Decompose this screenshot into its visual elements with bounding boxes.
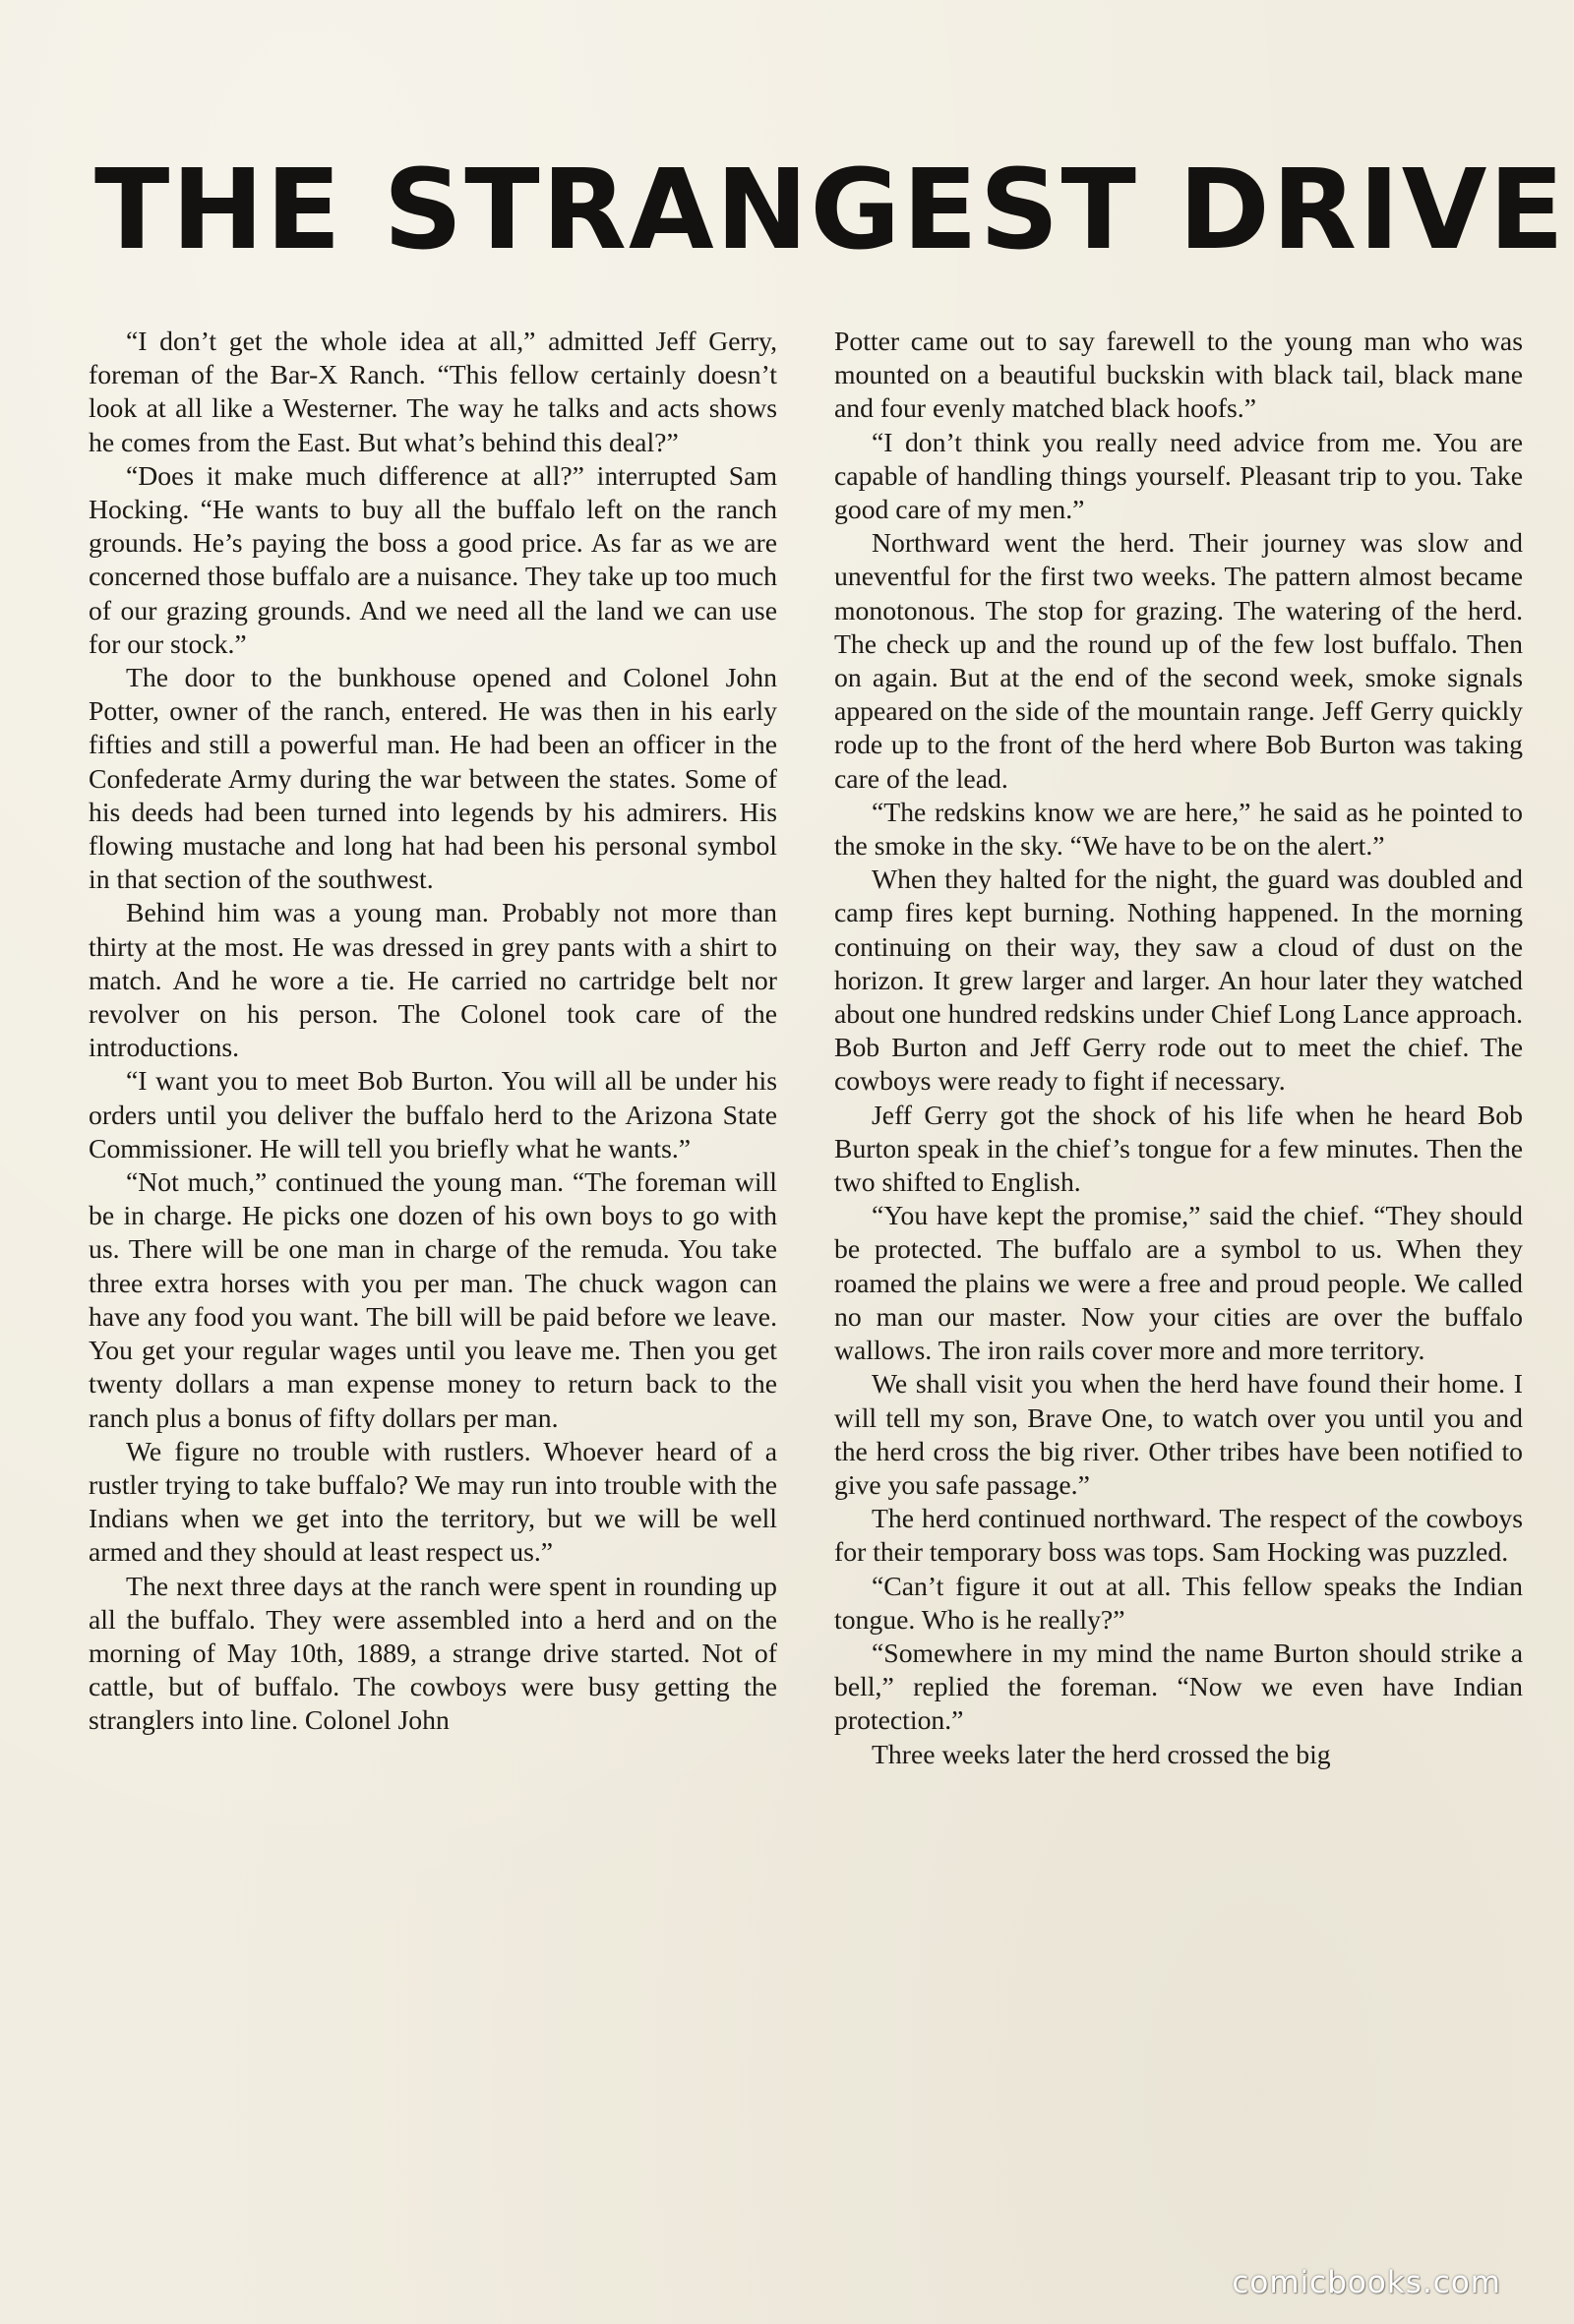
paragraph: The herd continued northward. The respect of the cowboys for their temporary boss was tops. Sam Hocking was puzzled. — [834, 1503, 1523, 1568]
paragraph: Jeff Gerry got the shock of his life when he heard Bob Burton speak in the chief’s tongue for a few minutes. Then the two shifted to English. — [834, 1099, 1523, 1198]
paragraph: Northward went the herd. Their journey was slow and uneventful for the first two weeks. The pattern almost became monotonous. The stop for grazing. The watering of the herd. The check up and the round up of the few lost buffalo. Then on again. But at the end of the second week, smoke signals appeared on the side of the mountain range. Jeff Gerry quickly rode up to the front of the herd where Bob Burton was taking care of the lead. — [834, 527, 1523, 794]
story-title: THE STRANGEST DRIVE — [94, 147, 1566, 274]
paragraph: We figure no trouble with rustlers. Whoever heard of a rustler trying to take buffalo? We may run into trouble with the Indians when we get into the territory, but we will be well armed and they should at least respect us.” — [89, 1435, 777, 1568]
paragraph: Three weeks later the herd crossed the big — [872, 1738, 1331, 1769]
paragraph: “Can’t figure it out at all. This fellow speaks the Indian tongue. Who is he really?” — [834, 1570, 1523, 1635]
paragraph: We shall visit you when the herd have found their home. I will tell my son, Brave One, to watch over you until you and the herd cross the big river. Other tribes have been notified to give you safe passage.” — [834, 1368, 1523, 1500]
text-column-right — [834, 325, 1523, 1771]
paragraph: “I don’t think you really need advice from me. You are capable of handling things yourself. Pleasant trip to you. Take good care of my men.” — [834, 426, 1523, 525]
paragraph: “Not much,” continued the young man. “The foreman will be in charge. He picks one dozen of his own boys to go with us. There will be one man in charge of the remuda. You take three extra horses with you per man. The chuck wagon can have any food you want. The bill will be paid before we leave. You get your regular wages until you leave me. Then you get twenty dollars a man expense money to return back to the ranch plus a bonus of fifty dollars per man. — [89, 1166, 777, 1433]
paragraph: “I don’t get the whole idea at all,” admitted Jeff Gerry, foreman of the Bar-X Ranch. “This fellow certainly doesn’t look at all like a Westerner. The way he talks and acts shows he comes from the East. But what’s behind this deal?” — [89, 326, 777, 457]
watermark: comicbooks.com — [1232, 2265, 1501, 2300]
paragraph: “You have kept the promise,” said the chief. “They should be protected. The buffalo are a symbol to us. When they roamed the plains we were a free and proud people. We called no man our master. Now your cities are over the buffalo wallows. The iron rails cover more and more territory. — [834, 1200, 1523, 1366]
paragraph: “I want you to meet Bob Burton. You will all be under his orders until you deliver the buffalo herd to the Arizona State Commissioner. He will tell you briefly what he wants.” — [89, 1065, 777, 1163]
paragraph: Behind him was a young man. Probably not more than thirty at the most. He was dressed in grey pants with a shirt to match. And he wore a tie. He carried no cartridge belt nor revolver on his person. The Colonel took care of the introductions. — [89, 897, 777, 1063]
paragraph: “Does it make much difference at all?” interrupted Sam Hocking. “He wants to buy all the buffalo left on the ranch grounds. He’s paying the boss a good price. As far as we are concerned those buffalo are a nuisance. They take up too much of our grazing grounds. And we need all the land we can use for our stock.” — [89, 459, 777, 659]
paragraph: The door to the bunkhouse opened and Colonel John Potter, owner of the ranch, entered. He was then in his early fifties and still a powerful man. He had been an officer in the Confederate Army during the war between the states. Some of his deeds had been turned into legends by his admirers. His flowing mustache and long hat had been his personal symbol in that section of the southwest. — [89, 662, 777, 895]
paragraph-continued: Potter came out to say farewell to the young man who was mounted on a beautiful buckskin with black tail, black mane and four evenly matched black hoofs.” — [834, 326, 1523, 424]
paragraph: The next three days at the ranch were spent in rounding up all the buffalo. They were assembled into a herd and on the morning of May 10th, 1889, a strange drive started. Not of cattle, but of buffalo. The cowboys were busy getting the stranglers into line. Colonel John — [89, 1570, 777, 1736]
paragraph: “The redskins know we are here,” he said as he pointed to the smoke in the sky. “We have to be on the alert.” — [834, 796, 1523, 862]
text-column-left — [89, 325, 777, 1738]
paragraph: “Somewhere in my mind the name Burton should strike a bell,” replied the foreman. “Now we even have Indian protection.” — [834, 1637, 1523, 1736]
paragraph: When they halted for the night, the guard was doubled and camp fires kept burning. Nothing happened. In the morning continuing on their way, they saw a cloud of dust on the horizon. It grew larger and larger. An hour later they watched about one hundred redskins under Chief Long Lance approach. Bob Burton and Jeff Gerry rode out to meet the chief. The cowboys were ready to fight if necessary. — [834, 864, 1523, 1097]
